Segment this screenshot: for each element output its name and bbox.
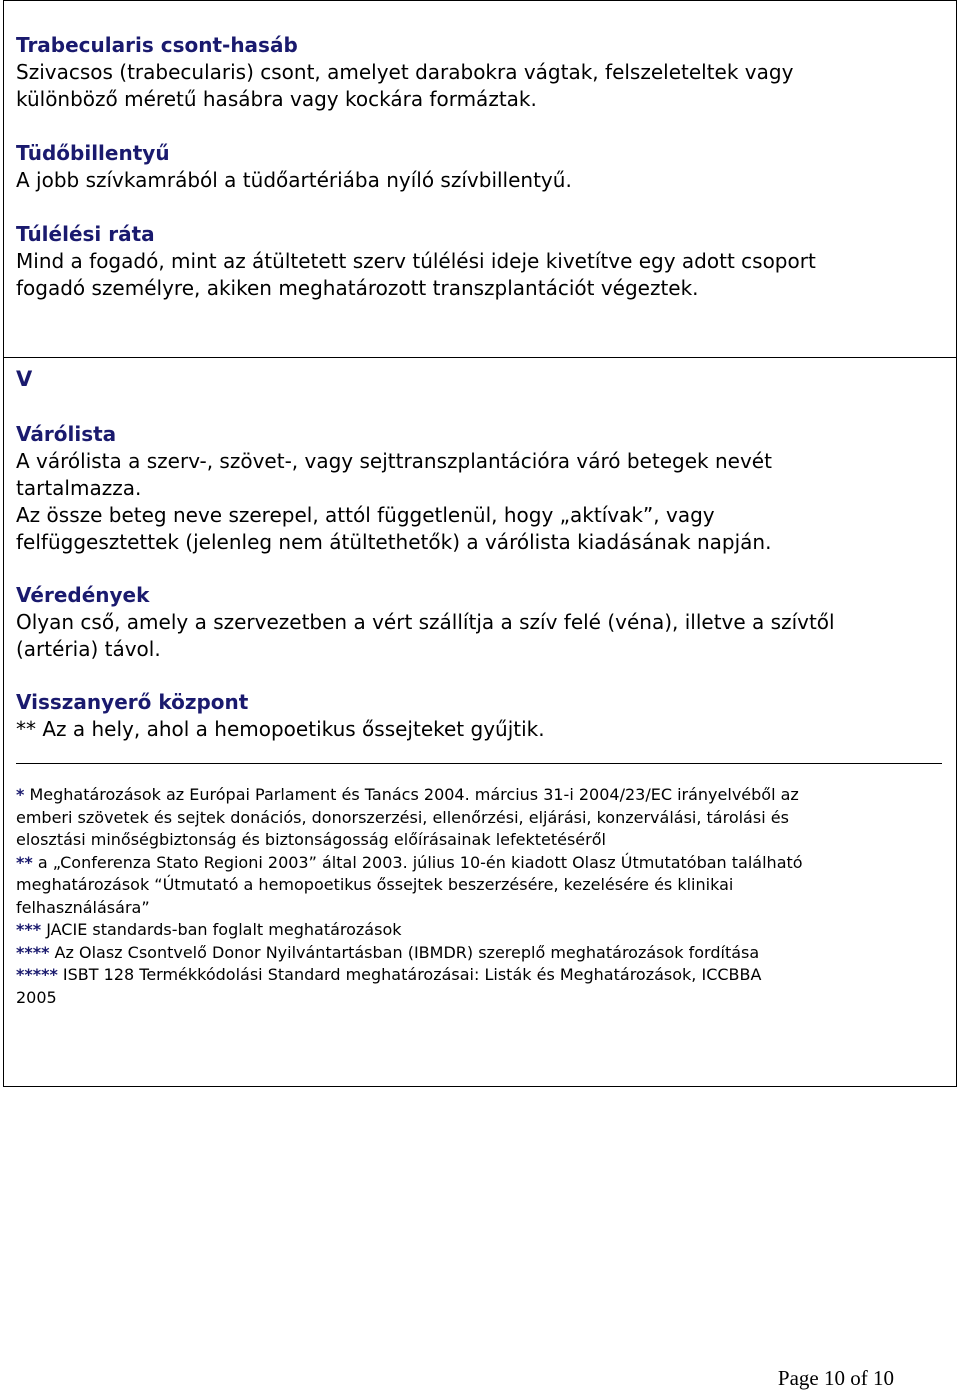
glossary-section-t [3, 0, 957, 358]
term-definition: felfüggesztettek (jelenleg nem átültethetők) a várólista kiadásának napján. [16, 530, 772, 554]
page-number: Page 10 of 10 [777, 1366, 894, 1390]
term-definition: Szivacsos (trabecularis) csont, amelyet darabokra vágtak, felszeleteltek vagy [16, 60, 794, 84]
term-definition: tartalmazza. [16, 476, 142, 500]
term-definition: A jobb szívkamrából a tüdőartériába nyíló szívbillentyű. [16, 168, 572, 192]
footnote-line: felhasználására” [16, 897, 150, 917]
term-title: Visszanyerő központ [16, 690, 249, 714]
footnote-line: * Meghatározások az Európai Parlament és Tanács 2004. március 31-i 2004/23/EC irányelvéből az [16, 785, 799, 804]
term-title: Véredények [16, 583, 150, 607]
term-definition: Az össze beteg neve szerepel, attól függetlenül, hogy „aktívak”, vagy [16, 503, 715, 527]
term-title: Várólista [16, 422, 117, 446]
term-title: Trabecularis csont-hasáb [16, 33, 298, 57]
footnote-line: 2005 [16, 987, 57, 1007]
term-definition: (artéria) távol. [16, 637, 161, 661]
term-definition: A várólista a szerv-, szövet-, vagy sejttranszplantációra váró betegek nevét [16, 449, 772, 473]
glossary-section-v [3, 357, 957, 1087]
term-definition: Mind a fogadó, mint az átültetett szerv túlélési ideje kivetítve egy adott csoport [16, 249, 816, 273]
footnote-line: elosztási minőségbiztonság és biztonságosság előírásainak lefektetéséről [16, 830, 606, 849]
section-letter: V [16, 367, 33, 391]
term-definition: ** Az a hely, ahol a hemopoetikus őssejteket gyűjtik. [16, 717, 545, 741]
term-title: Tüdőbillentyű [16, 141, 170, 165]
footnote-line: emberi szövetek és sejtek donációs, donorszerzési, ellenőrzési, eljárási, konzerválási, tárolási és [16, 807, 789, 827]
footnote-line: **** Az Olasz Csontvelő Donor Nyilvántartásban (IBMDR) szereplő meghatározások fordítása [16, 942, 760, 962]
term-definition: különböző méretű hasábra vagy kockára formáztak. [16, 87, 537, 111]
footnote-line: *** JACIE standards-ban foglalt meghatározások [16, 920, 402, 939]
footnote-line: ** a „Conferenza Stato Regioni 2003” által 2003. július 10-én kiadott Olasz Útmutatóban található [16, 852, 803, 872]
term-definition: fogadó személyre, akiken meghatározott transzplantációt végeztek. [16, 276, 699, 300]
term-definition: Olyan cső, amely a szervezetben a vért szállítja a szív felé (véna), illetve a szívtől [16, 610, 835, 634]
term-title: Túlélési ráta [16, 222, 155, 246]
footnote-line: ***** ISBT 128 Termékkódolási Standard meghatározásai: Listák és Meghatározások, ICCBBA [16, 965, 762, 984]
footnote-line: meghatározások “Útmutató a hemopoetikus őssejtek beszerzésére, kezelésére és klinikai [16, 875, 734, 894]
